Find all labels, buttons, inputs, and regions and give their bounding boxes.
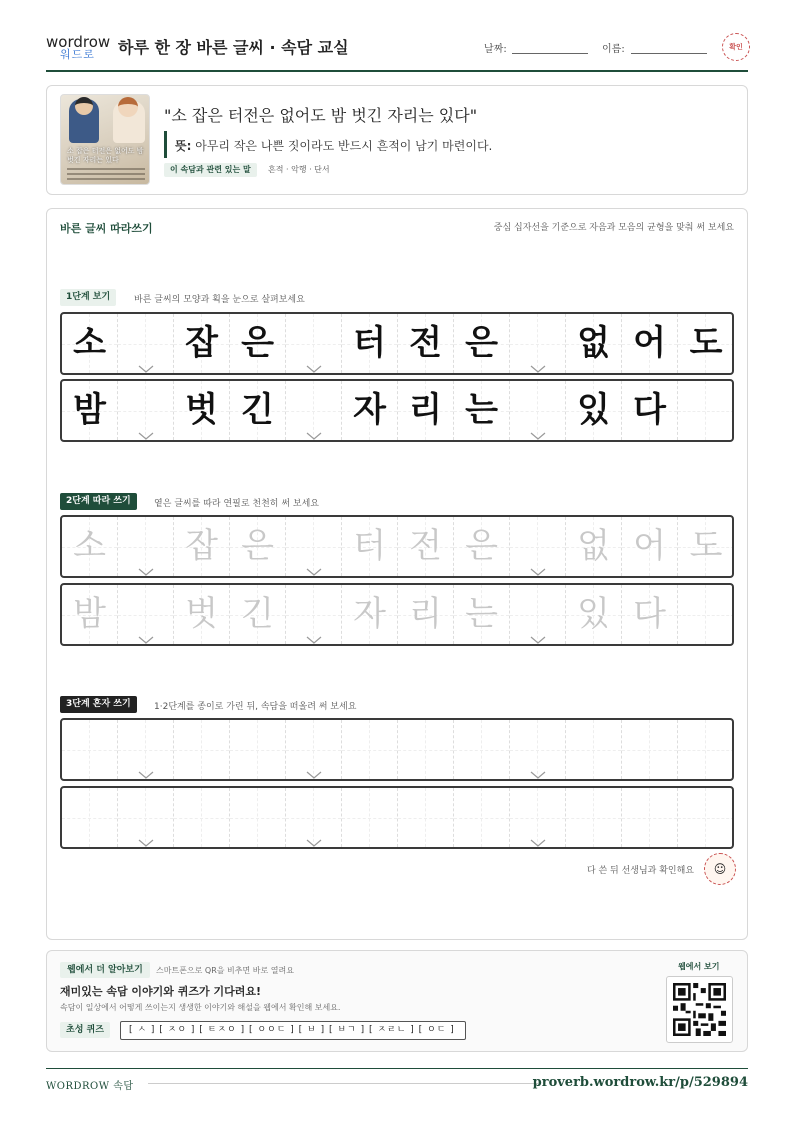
grid-char: 도 xyxy=(689,526,723,566)
grid-cell[interactable] xyxy=(678,720,734,779)
space-marker-icon xyxy=(306,358,322,366)
proverb-illustration xyxy=(60,94,150,185)
grid-char: 다 xyxy=(633,594,666,634)
date-field[interactable] xyxy=(512,53,588,54)
step3-badge: 3단계 혼자 쓰기 xyxy=(60,696,137,713)
grid-cell xyxy=(342,381,398,440)
date-label: 날짜: xyxy=(484,44,507,55)
page-title: 하루 한 장 바른 글씨 · 속담 교실 xyxy=(118,38,349,57)
footer-headline: 재미있는 속담 이야기와 퀴즈가 기다려요! xyxy=(60,985,261,998)
space-marker-icon xyxy=(530,358,546,366)
grid-cell[interactable] xyxy=(622,517,678,576)
grid-cell[interactable] xyxy=(286,517,342,576)
grid-cell xyxy=(286,381,342,440)
space-marker-icon xyxy=(138,425,154,433)
grid-cell[interactable] xyxy=(62,517,118,576)
grid-cell[interactable] xyxy=(622,585,678,644)
meaning-bar xyxy=(164,131,167,158)
grid-cell[interactable] xyxy=(174,517,230,576)
space-marker-icon xyxy=(530,629,546,637)
grid-cell xyxy=(454,381,510,440)
grid-cell[interactable] xyxy=(174,720,230,779)
grid-char: 있 xyxy=(577,390,610,430)
grid-cell xyxy=(342,314,398,373)
grid-cell[interactable] xyxy=(622,788,678,847)
grid-cell[interactable] xyxy=(118,585,174,644)
grid-cell xyxy=(118,381,174,440)
grid-char: 자 xyxy=(353,594,386,634)
grid-cell[interactable] xyxy=(174,585,230,644)
grid-cell xyxy=(678,381,734,440)
grid-cell[interactable] xyxy=(342,788,398,847)
step1-badge: 1단계 보기 xyxy=(60,289,116,306)
grid-char: 긴 xyxy=(241,594,274,634)
meaning-label: 뜻: xyxy=(175,139,192,153)
grid-cell[interactable] xyxy=(678,517,734,576)
grid-cell[interactable] xyxy=(230,720,286,779)
grid-cell xyxy=(174,314,230,373)
wordrow-logo xyxy=(46,33,111,61)
grid-char: 전 xyxy=(409,323,442,363)
step2-row-1[interactable] xyxy=(60,515,734,578)
grid-char: 없 xyxy=(577,526,610,566)
step2-badge: 2단계 따라 쓰기 xyxy=(60,493,137,510)
qr-code-icon[interactable] xyxy=(666,976,733,1043)
grid-char: 어 xyxy=(633,526,666,566)
grid-cell[interactable] xyxy=(566,585,622,644)
grid-cell[interactable] xyxy=(678,788,734,847)
grid-cell xyxy=(622,381,678,440)
footer-rule xyxy=(148,1083,538,1084)
grid-cell xyxy=(286,314,342,373)
grid-cell[interactable] xyxy=(510,585,566,644)
grid-cell xyxy=(622,314,678,373)
grid-cell[interactable] xyxy=(398,788,454,847)
grid-cell[interactable] xyxy=(286,720,342,779)
grid-char: 는 xyxy=(465,594,498,634)
thumb-caption: 소 잡은 터전은 없어도 밤 벗긴 자리는 있다 xyxy=(67,147,144,164)
grid-char: 벗 xyxy=(185,594,218,634)
name-label: 이름: xyxy=(602,44,625,55)
space-marker-icon xyxy=(530,561,546,569)
step1-desc: 바른 글씨의 모양과 획을 눈으로 살펴보세요 xyxy=(134,295,305,305)
qr-label: 웹에서 보기 xyxy=(678,962,720,971)
step3-row-1[interactable] xyxy=(60,718,734,781)
grid-char: 전 xyxy=(409,526,442,566)
footer-divider xyxy=(46,1068,748,1069)
grid-char: 잡 xyxy=(185,526,218,566)
grid-char: 다 xyxy=(633,390,666,430)
grid-cell[interactable] xyxy=(510,788,566,847)
proverb-quote: "소 잡은 터전은 없어도 밤 벗긴 자리는 있다" xyxy=(164,106,478,125)
grid-char: 잡 xyxy=(185,323,218,363)
space-marker-icon xyxy=(530,425,546,433)
header-divider xyxy=(46,70,748,72)
grid-cell xyxy=(398,381,454,440)
grid-cell[interactable] xyxy=(62,720,118,779)
grid-char: 은 xyxy=(241,323,274,363)
grid-char: 어 xyxy=(633,323,666,363)
grid-cell[interactable] xyxy=(566,788,622,847)
grid-cell xyxy=(230,314,286,373)
brand-text: WORDROW 속담 xyxy=(46,1081,134,1092)
space-marker-icon xyxy=(530,764,546,772)
grid-cell[interactable] xyxy=(678,585,734,644)
grid-char: 소 xyxy=(73,526,106,566)
grid-cell xyxy=(174,381,230,440)
grid-cell[interactable] xyxy=(398,585,454,644)
space-marker-icon xyxy=(306,561,322,569)
grid-char: 은 xyxy=(465,323,498,363)
more-badge: 웹에서 더 알아보기 xyxy=(60,962,150,978)
name-field[interactable] xyxy=(631,53,707,54)
grid-char: 터 xyxy=(353,323,386,363)
proverb-meaning xyxy=(175,137,492,154)
grid-cell xyxy=(510,381,566,440)
space-marker-icon xyxy=(530,832,546,840)
check-stamp: 확인 xyxy=(722,33,750,61)
grid-char: 긴 xyxy=(241,390,274,430)
grid-cell[interactable] xyxy=(118,720,174,779)
grid-cell xyxy=(62,381,118,440)
teacher-stamp-icon: ☺ xyxy=(704,853,736,885)
step3-desc: 1·2단계를 종이로 가린 뒤, 속담을 떠올려 써 보세요 xyxy=(154,702,357,712)
grid-char: 도 xyxy=(689,323,723,363)
grid-char: 밤 xyxy=(73,594,106,634)
grid-cell[interactable] xyxy=(454,585,510,644)
grid-char: 리 xyxy=(409,594,442,634)
space-marker-icon xyxy=(306,764,322,772)
grid-cell[interactable] xyxy=(510,517,566,576)
grid-cell xyxy=(454,314,510,373)
grid-char: 는 xyxy=(465,390,498,430)
practice-instruction: 중심 십자선을 기준으로 자음과 모음의 균형을 맞춰 써 보세요 xyxy=(493,223,734,233)
grid-cell[interactable] xyxy=(342,585,398,644)
grid-char: 소 xyxy=(73,323,106,363)
grid-cell[interactable] xyxy=(454,788,510,847)
grid-cell[interactable] xyxy=(566,517,622,576)
practice-title: 바른 글씨 따라쓰기 xyxy=(60,222,153,235)
check-text: 다 쓴 뒤 선생님과 확인해요 xyxy=(586,866,694,876)
grid-char: 자 xyxy=(353,390,386,430)
grid-char: 없 xyxy=(577,323,610,363)
grid-cell[interactable] xyxy=(342,517,398,576)
step1-row-1 xyxy=(60,312,734,375)
grid-cell[interactable] xyxy=(230,517,286,576)
step2-desc: 옅은 글씨를 따라 연필로 천천히 써 보세요 xyxy=(154,499,319,509)
step2-row-2[interactable] xyxy=(60,583,734,646)
grid-cell[interactable] xyxy=(454,720,510,779)
grid-cell[interactable] xyxy=(454,517,510,576)
grid-cell[interactable] xyxy=(230,585,286,644)
proverb-url[interactable]: proverb.wordrow.kr/p/529894 xyxy=(532,1075,748,1090)
grid-cell[interactable] xyxy=(510,720,566,779)
space-marker-icon xyxy=(138,832,154,840)
grid-cell[interactable] xyxy=(286,585,342,644)
space-marker-icon xyxy=(306,629,322,637)
grid-cell xyxy=(118,314,174,373)
related-words: 흔적 · 악행 · 단서 xyxy=(268,165,330,174)
grid-cell[interactable] xyxy=(118,517,174,576)
step3-row-2[interactable] xyxy=(60,786,734,849)
grid-char: 리 xyxy=(409,390,442,430)
chosung-quiz: [ ㅅ ] [ ㅈㅇ ] [ ㅌㅈㅇ ] [ ㅇㅇㄷ ] [ ㅂ ] [ ㅂㄱ ] [ ㅈㄹㄴ ] [ ㅇㄷ ] xyxy=(120,1021,466,1040)
footer-desc: 속담이 일상에서 어떻게 쓰이는지 생생한 이야기와 해설을 웹에서 확인해 보세요. xyxy=(60,1003,341,1012)
quiz-badge: 초성 퀴즈 xyxy=(60,1022,110,1038)
space-marker-icon xyxy=(138,629,154,637)
space-marker-icon xyxy=(138,358,154,366)
space-marker-icon xyxy=(138,764,154,772)
more-sub: 스마트폰으로 QR을 비추면 바로 열려요 xyxy=(156,966,294,975)
grid-cell[interactable] xyxy=(62,788,118,847)
related-badge: 이 속담과 관련 있는 말 xyxy=(164,163,257,177)
logo-text: wordrow xyxy=(46,33,111,51)
space-marker-icon xyxy=(306,832,322,840)
grid-cell xyxy=(510,314,566,373)
space-marker-icon xyxy=(138,561,154,569)
grid-cell[interactable] xyxy=(174,788,230,847)
grid-cell xyxy=(678,314,734,373)
logo-sub: 워드로 xyxy=(60,48,95,61)
meaning-text: 아무리 작은 나쁜 짓이라도 반드시 흔적이 남기 마련이다. xyxy=(195,139,493,153)
grid-cell[interactable] xyxy=(566,720,622,779)
qr-code-graphic xyxy=(673,983,726,1036)
grid-cell xyxy=(230,381,286,440)
grid-cell[interactable] xyxy=(398,720,454,779)
grid-cell[interactable] xyxy=(286,788,342,847)
grid-char: 은 xyxy=(465,526,498,566)
grid-cell[interactable] xyxy=(622,720,678,779)
grid-char: 은 xyxy=(241,526,274,566)
grid-cell[interactable] xyxy=(230,788,286,847)
grid-char: 벗 xyxy=(185,390,218,430)
grid-cell xyxy=(62,314,118,373)
grid-cell xyxy=(566,381,622,440)
grid-cell[interactable] xyxy=(62,585,118,644)
space-marker-icon xyxy=(306,425,322,433)
grid-char: 있 xyxy=(577,594,610,634)
step1-row-2 xyxy=(60,379,734,442)
grid-cell xyxy=(566,314,622,373)
grid-cell[interactable] xyxy=(398,517,454,576)
grid-cell[interactable] xyxy=(118,788,174,847)
grid-char: 터 xyxy=(353,526,386,566)
grid-char: 밤 xyxy=(73,390,106,430)
grid-cell[interactable] xyxy=(342,720,398,779)
grid-cell xyxy=(398,314,454,373)
